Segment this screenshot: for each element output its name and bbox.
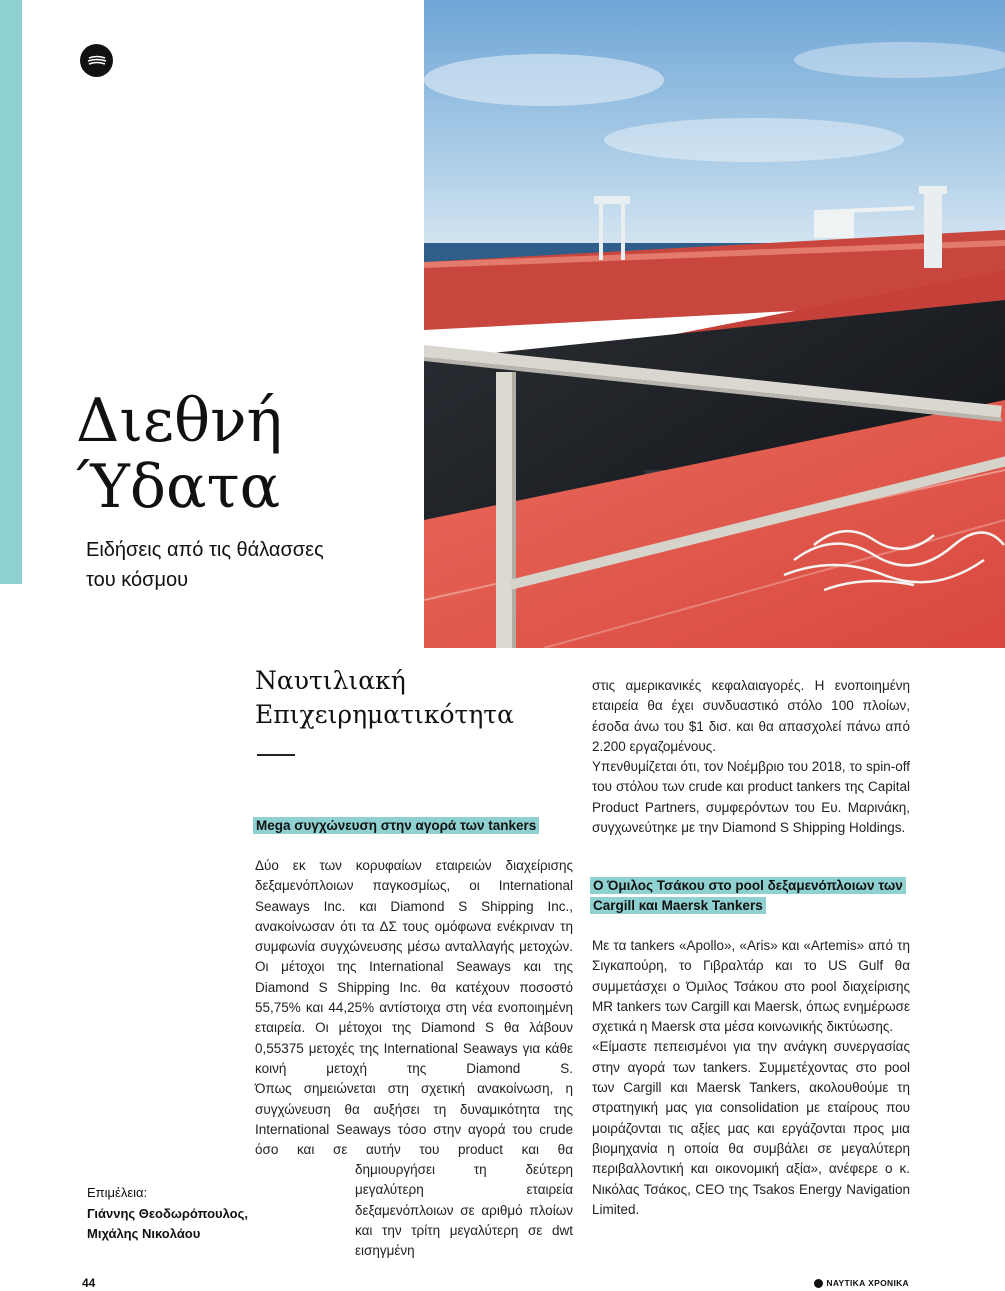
page-subtitle-line-1: Ειδήσεις από τις θάλασσες [86, 539, 324, 561]
article-1-column-1-continued [355, 1160, 573, 1261]
article-1-paragraph-4: Υπενθυμίζεται ότι, τον Νοέμβριο του 2018, το spin-off του στόλου των crude και product tankers της Capital Product Partners, συμφερόντων του Ευ. Μαρινάκη, συγχωνεύτηκε με την Diamond S Shipping Holdings. [592, 759, 910, 836]
footer-brand [814, 1278, 909, 1288]
section-title-line-2: Επιχειρηματικότητα [255, 700, 515, 729]
article-2-paragraph-2: «Είμαστε πεπεισμένοι για την ανάγκη συνεργασίας στην αγορά των tankers. Συμμετέχοντας στο pool των Cargill και Maersk Tankers, ακολουθούμε τη στρατηγική μας για consolidation με εταίρους που μοιράζονται τις αξίες μας και εργάζονται προς μια βιομηχανία η οποία θα συμβάλει σε μεγαλύτερη περιβαλλοντική και οικονομική αξία», ανέφερε ο κ. Νικόλας Τσάκος, CEO της Tsakos Energy Navigation Limited. [592, 1039, 910, 1217]
tanker-deck-photo [424, 0, 1005, 648]
article-1-heading-text: Mega συγχώνευση στην αγορά των tankers [253, 817, 539, 834]
editor-name-2: Μιχάλης Νικολάου [87, 1226, 201, 1241]
section-title-line-1: Ναυτιλιακή [255, 666, 406, 695]
page-subtitle-line-2: του κόσμου [86, 569, 189, 591]
article-1-column-1 [255, 856, 573, 1160]
article-1-paragraph-1: Δύο εκ των κορυφαίων εταιρειών διαχείρισης δεξαμενόπλοιων παγκοσμίως, οι International Seaways Inc. και Diamond S Shipping Inc., ανακοίνωσαν ότι τα ΔΣ τους ομόφωνα ενέκριναν τη συμφωνία συγχώνευσης μέσω ανταλλαγής μετοχών. Οι μέτοχοι της International Seaways και της Diamond S Shipping Inc. θα κατέχουν ποσοστό 55,75% και 44,25% αντίστοιχα στη νέα ενοποιημένη εταιρεία. Οι μέτοχοι της Diamond S θα λάβουν 0,55375 μετοχές της International Seaways για κάθε κοινή μετοχή της Diamond S. [255, 858, 573, 1076]
brand-logo-icon [814, 1279, 823, 1288]
magazine-logo-icon [80, 44, 113, 77]
article-2-column [592, 936, 910, 1220]
article-2-heading [590, 876, 920, 916]
section-title [255, 664, 514, 732]
page-number: 44 [82, 1276, 96, 1290]
article-2-paragraph-1: Με τα tankers «Apollo», «Aris» και «Artemis» από τη Σιγκαπούρη, το Γιβραλτάρ και το US Gulf θα συμμετάσχει ο Όμιλος Τσάκου στο pool διαχείρισης MR tankers των Cargill και Maersk, όπως ενημέρωσε σχετικά η Maersk στα μέσα κοινωνικής δικτύωσης. [592, 938, 910, 1035]
article-2-heading-text: Ο Όμιλος Τσάκου στο pool δεξαμενόπλοιων των Cargill και Maersk Tankers [590, 877, 906, 914]
accent-side-bar [0, 0, 22, 584]
article-1-paragraph-2-continued: δημιουργήσει τη δεύτερη μεγαλύτερη εταιρεία δεξαμενόπλοιων σε αριθμό πλοίων και την τρίτη μεγαλύτερη σε dwt εισηγμένη [355, 1162, 573, 1259]
section-divider [257, 754, 295, 756]
article-1-heading [253, 816, 583, 836]
page-subtitle [86, 535, 324, 595]
page-title-line-2: Ύδατα [76, 452, 281, 522]
editor-credit-label: Επιμέλεια: [87, 1185, 148, 1200]
article-1-paragraph-3: στις αμερικανικές κεφαλαιαγορές. Η ενοποιημένη εταιρεία θα έχει συνδυαστικό στόλο 100 πλοίων, έσοδα άνω του $1 δισ. και θα απασχολεί πάνω από 2.200 εργαζομένους. [592, 678, 910, 754]
article-1-paragraph-2: Όπως σημειώνεται στη σχετική ανακοίνωση, η συγχώνευση θα αυξήσει τη δυναμικότητα της International Seaways τόσο στην αγορά του crude όσο και σε αυτήν του product και θα [255, 1081, 573, 1158]
article-1-column-2 [592, 676, 910, 838]
page-title-line-1: Διεθνή [76, 386, 283, 456]
editor-credit [87, 1183, 248, 1245]
footer-brand-name: ΝΑΥΤΙΚΑ ΧΡΟΝΙΚΑ [826, 1278, 909, 1288]
editor-name-1: Γιάννης Θεοδωρόπουλος, [87, 1205, 248, 1221]
page-title [76, 388, 282, 520]
